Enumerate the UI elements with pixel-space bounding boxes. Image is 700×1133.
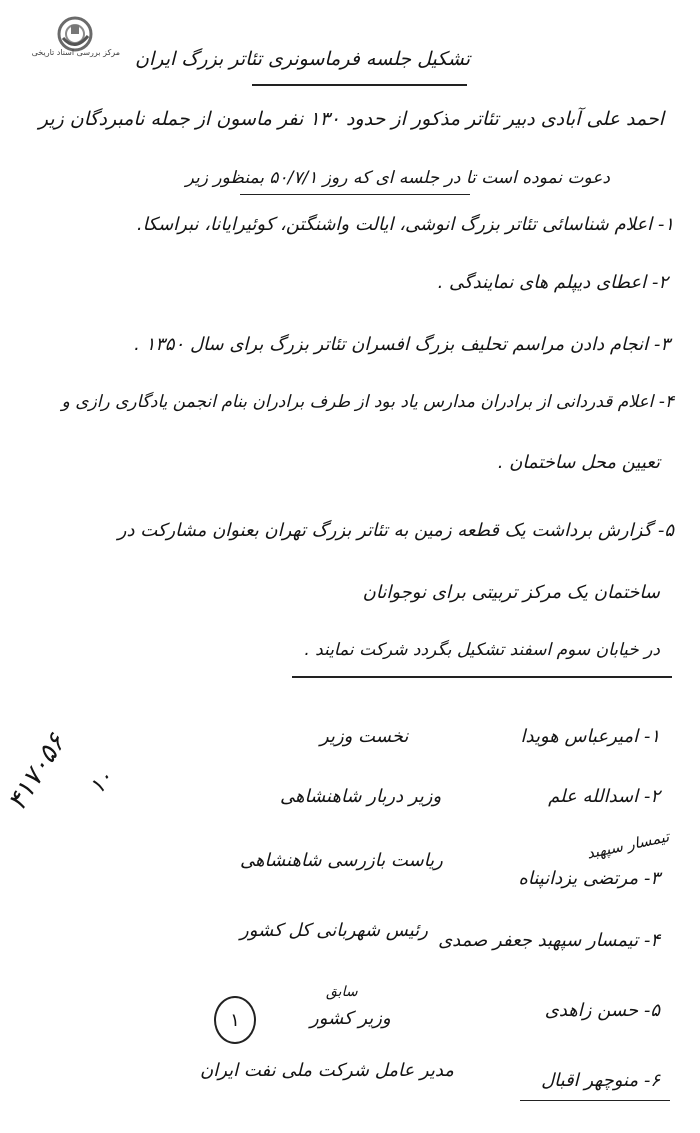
closing-line: در خیابان سوم اسفند تشکیل بگردد شرکت نمایند . xyxy=(304,640,660,660)
member-name-4: ۴- تیمسار سپهبد جعفر صمدی xyxy=(438,930,660,951)
member-annotation-5: سابق xyxy=(326,984,358,1000)
member-5-circle-text: ۱ xyxy=(230,1009,240,1031)
member-name-5: ۵- حسن زاهدی xyxy=(544,1000,660,1021)
document-title: تشکیل جلسه فرماسونری تئاتر بزرگ ایران xyxy=(135,48,470,70)
member-role-5: وزیر کشور xyxy=(310,1008,391,1029)
closing-underline xyxy=(292,676,672,678)
member-prefix-3: تیمسار سپهبد xyxy=(585,827,671,863)
member-role-6: مدیر عامل شرکت ملی نفت ایران xyxy=(200,1060,454,1081)
archive-logo-text: مرکز بررسی اسناد تاریخی xyxy=(31,48,120,57)
member-role-1: نخست وزیر xyxy=(320,726,409,747)
agenda-item-4-cont: تعیین محل ساختمان . xyxy=(497,452,660,473)
member-5-circle-note xyxy=(214,996,256,1044)
margin-note-small: ۱۰ xyxy=(84,765,119,800)
member-name-1: ۱- امیرعباس هویدا xyxy=(520,726,660,747)
member-name-3: ۳- مرتضی یزدانپناه xyxy=(518,868,660,889)
agenda-item-2: ۲- اعطای دیپلم های نمایندگی . xyxy=(437,272,668,293)
agenda-item-3: ۳- انجام دادن مراسم تحلیف بزرگ افسران تئاتر بزرگ برای سال ۱۳۵۰ . xyxy=(134,334,670,355)
member-name-6: ۶- منوچهر اقبال xyxy=(541,1070,660,1091)
agenda-item-4: ۴- اعلام قدردانی از برادران مدارس یاد بود از طرف برادران بنام انجمن یادگاری رازی و xyxy=(61,392,674,412)
member-role-4: رئیس شهربانی کل کشور xyxy=(240,920,428,941)
member-name-2: ۲- اسدالله علم xyxy=(548,786,660,807)
member-role-2: وزیر دربار شاهنشاهی xyxy=(280,786,442,807)
agenda-item-5: ۵- گزارش برداشت یک قطعه زمین به تئاتر بزرگ تهران بعنوان مشارکت در xyxy=(117,520,674,541)
intro-line-1: احمد علی آبادی دبیر تئاتر مذکور از حدود ۱۳۰ نفر ماسون از جمله نامبردگان زیر xyxy=(38,108,664,130)
archive-seal-icon xyxy=(18,12,100,74)
agenda-item-1: ۱- اعلام شناسائی تئاتر بزرگ انوشی، ایالت واشنگتن، کوئیرایانا، نبراسکا. xyxy=(136,214,674,235)
title-underline xyxy=(252,84,467,86)
intro-line-2: دعوت نموده است تا در جلسه ای که روز ۵۰/۷/۱ بمنظور زیر xyxy=(185,168,610,188)
member-role-3: ریاست بازرسی شاهنشاهی xyxy=(240,850,443,871)
margin-note: ۴۱۷۰۵۶ xyxy=(2,728,72,816)
date-underline xyxy=(240,194,470,195)
agenda-item-5-cont: ساختمان یک مرکز تربیتی برای نوجوانان xyxy=(362,582,660,603)
member-6-underline xyxy=(520,1100,670,1101)
